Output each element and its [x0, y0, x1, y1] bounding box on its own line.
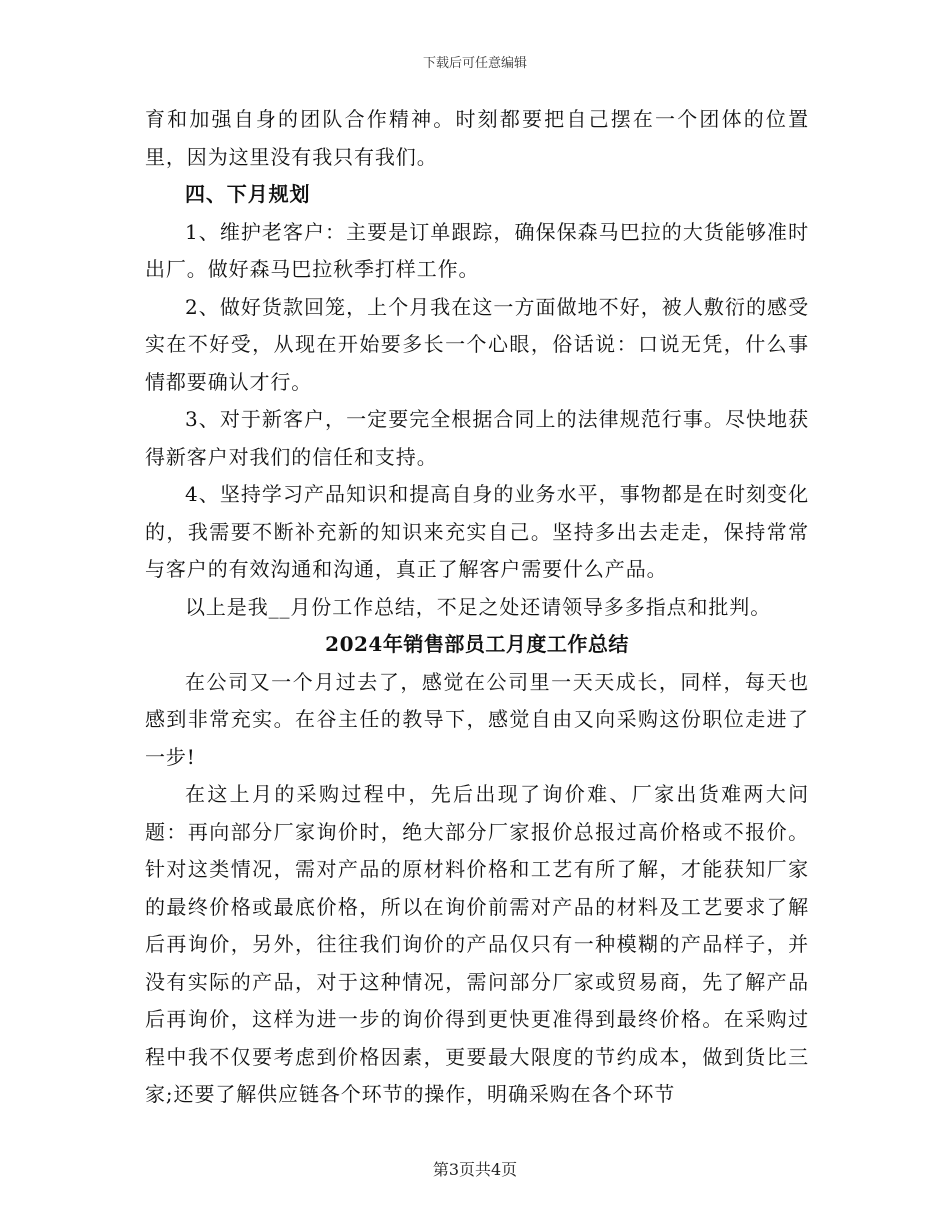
body-paragraph-2: 在这上月的采购过程中，先后出现了询价难、厂家出货难两大问题：再向部分厂家询价时，绝大部分厂家报价总报过高价格或不报价。针对这类情况，需对产品的原材料价格和工艺有所了解，才能获知厂家的最终价格或最底价格，所以在询价前需对产品的材料及工艺要求了解后再询价，另外，往往我们询价的产品仅只有一种模糊的产品样子，并没有实际的产品，对于这种情况，需问部分厂家或贸易商，先了解产品后再询价，这样为进一步的询价得到更快更准得到最终价格。在采购过程中我不仅要考虑到价格因素，更要最大限度的节约成本，做到货比三家;还要了解供应链各个环节的操作，明确采购在各个环节: [145, 782, 809, 1106]
plan-item-2: 2、做好货款回笼，上个月我在这一方面做地不好，被人敷衍的感受实在不好受，从现在开始要多长一个心眼，俗话说：口说无凭，什么事情都要确认才行。: [145, 294, 809, 394]
body-paragraph-1: 在公司又一个月过去了，感觉在公司里一天天成长，同样，每天也感到非常充实。在谷主任的教导下，感觉自由又向采购这份职位走进了一步!: [145, 669, 809, 769]
plan-item-3: 3、对于新客户，一定要完全根据合同上的法律规范行事。尽快地获得新客户对我们的信任和支持。: [145, 407, 809, 469]
page-header: 下载后可任意编辑: [422, 56, 527, 71]
plan-item-1: 1、维护老客户：主要是订单跟踪，确保保森马巴拉的大货能够准时出厂。做好森马巴拉秋季打样工作。: [145, 219, 809, 281]
section-heading-next-month-plan: 四、下月规划: [185, 182, 311, 206]
paragraph-continuation: 育和加强自身的团队合作精神。时刻都要把自己摆在一个团体的位置里，因为这里没有我只有我们。: [145, 107, 809, 169]
page-number-footer: 第3页共4页: [432, 1160, 518, 1179]
document-body: [145, 101, 809, 1114]
plan-item-4: 4、坚持学习产品知识和提高自身的业务水平，事物都是在时刻变化的，我需要不断补充新的知识来充实自己。坚持多出去走走，保持常常与客户的有效沟通和沟通，真正了解客户需要什么产品。: [145, 482, 809, 581]
closing-paragraph: 以上是我__月份工作总结，不足之处还请领导多多指点和批判。: [185, 594, 772, 619]
document-title: 2024年销售部员工月度工作总结: [325, 632, 629, 656]
